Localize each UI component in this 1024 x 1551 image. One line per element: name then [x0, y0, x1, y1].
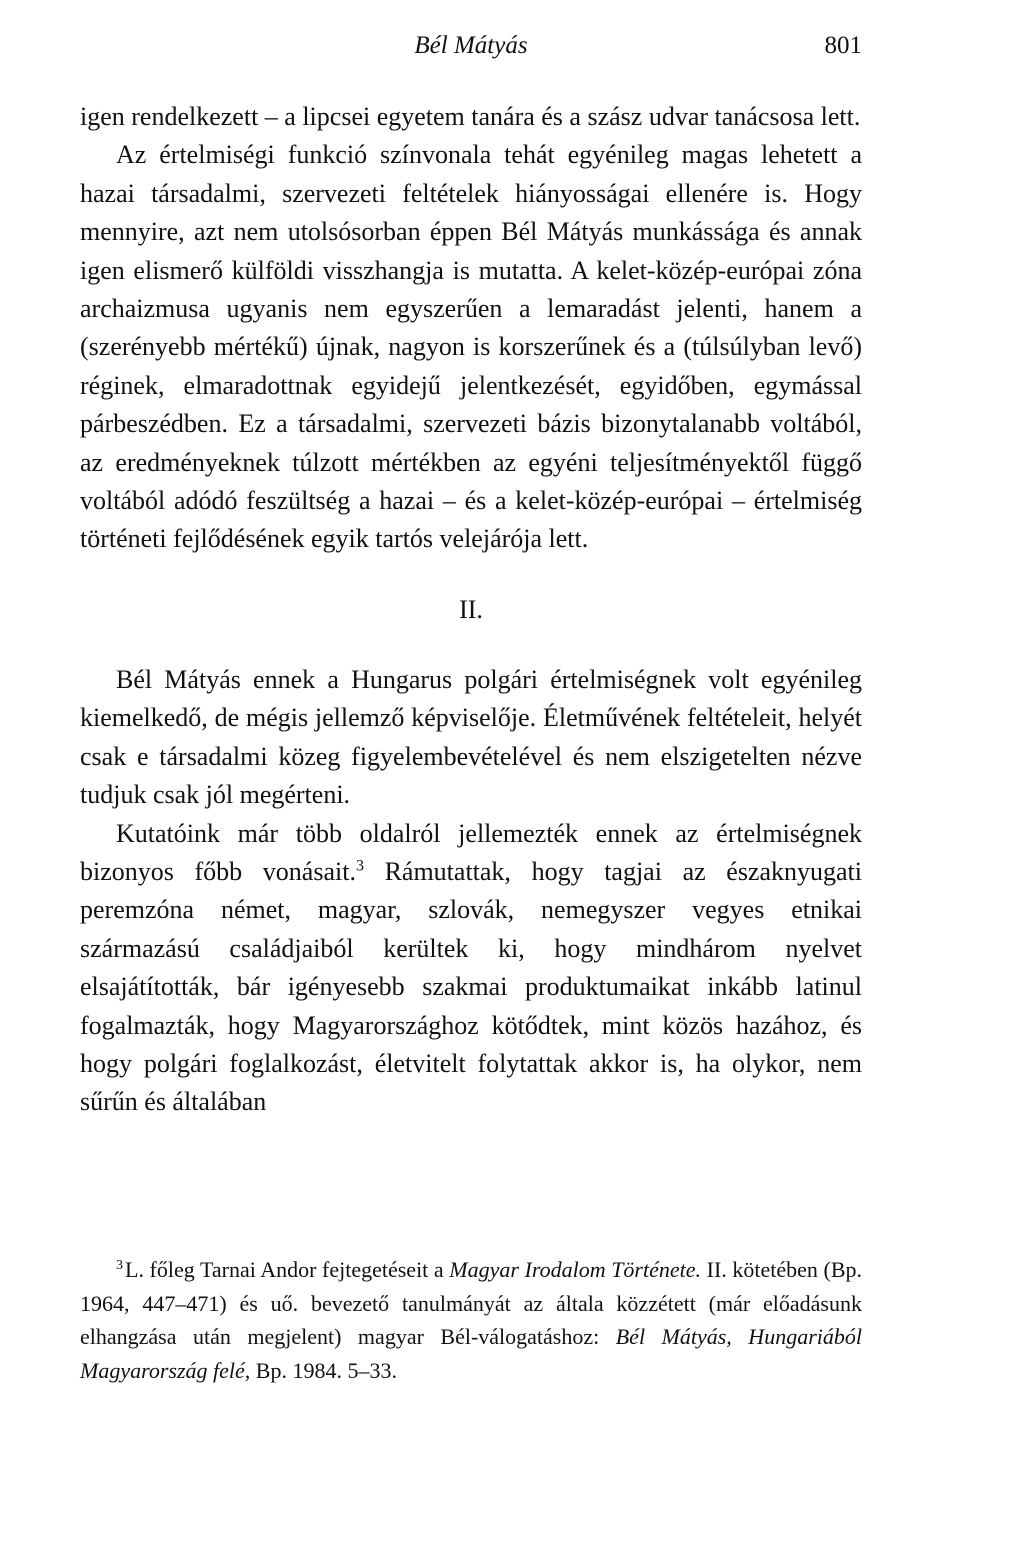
- footnote-reference: 3: [355, 857, 364, 875]
- book-page: [80, 0, 862, 1551]
- paragraph-researchers-text-1: Kutatóink már több oldalról jellemezték ennek az értelmiségnek bizonyos főbb vonásait.: [80, 818, 862, 886]
- running-title: Bél Mátyás: [414, 32, 528, 59]
- footnote-title-1: Magyar Irodalom Története.: [449, 1257, 702, 1282]
- paragraph-intellectual-function: Az értelmiségi funkció színvonala tehát egyénileg magas lehetett a hazai társadalmi, szervezeti feltételek hiányosságai ellenére is. Hogy mennyire, azt nem utolsósorban éppen Bél Mátyás munkássága és annak igen elismerő külföldi visszhangja is mutatta. A kelet-közép-európai zóna archaizmusa ugyanis nem egyszerűen a lemaradást jelenti, hanem a (szerényebb mértékű) újnak, nagyon is korszerűnek és a (túlsúlyban levő) réginek, elmaradottnak egyidejű jelentkezését, egyidőben, egymással párbeszédben. Ez a társadalmi, szervezeti bázis bizonytalanabb voltából, az eredményeknek túlzott mértékben az egyéni teljesítményektől függő voltából adódó feszültség a hazai – és a kelet-közép-európai – értelmiség történeti fejlődésének egyik tartós velejárója lett.: [80, 140, 862, 554]
- footnote-mark: 3: [116, 1257, 123, 1273]
- paragraph-researchers: [80, 815, 862, 1122]
- page-number: 801: [824, 32, 862, 59]
- body-text: [80, 98, 862, 1122]
- paragraph-researchers-text-2: Rámutattak, hogy tagjai az északnyugati peremzóna német, magyar, szlovák, nemegyszer vegyes etnikai származású családjaiból kerültek ki, hogy mindhárom nyelvet elsajátították, bár igényesebb szakmai produktumaikat inkább latinul fogalmazták, hogy Magyarországhoz kötődtek, mint közös hazához, és hogy polgári foglalkozást, életvitelt folytattak akkor is, ha olykor, nem sűrűn és általában: [80, 856, 863, 1117]
- section-heading: II.: [459, 594, 483, 624]
- footnote-text-1: L. főleg Tarnai Andor fejtegetéseit a: [125, 1257, 450, 1282]
- running-head: [80, 28, 862, 68]
- footnote: [80, 1253, 862, 1387]
- footnote-text-2: II. kötetében (Bp. 1964, 447–471) és uő. bevezető tanulmányát az általa közzétett (már előadásunk elhangzása után megjelent) magyar Bél-válogatáshoz:: [80, 1257, 862, 1349]
- paragraph-bel-matyas: Bél Mátyás ennek a Hungarus polgári értelmiségnek volt egyénileg kiemelkedő, de mégis jellemző képviselője. Életművének feltételeit, helyét csak e társadalmi közeg figyelembevételével és nem elszigetelten nézve tudjuk csak jól megérteni.: [80, 664, 862, 810]
- footnote-title-2: Bél Mátyás, Hungariából Magyarország felé,: [80, 1324, 862, 1383]
- footnote-text: [80, 1253, 862, 1387]
- footnote-text-3: Bp. 1984. 5–33.: [250, 1357, 397, 1383]
- paragraph-continued: igen rendelkezett – a lipcsei egyetem tanára és a szász udvar tanácsosa lett.: [80, 102, 861, 131]
